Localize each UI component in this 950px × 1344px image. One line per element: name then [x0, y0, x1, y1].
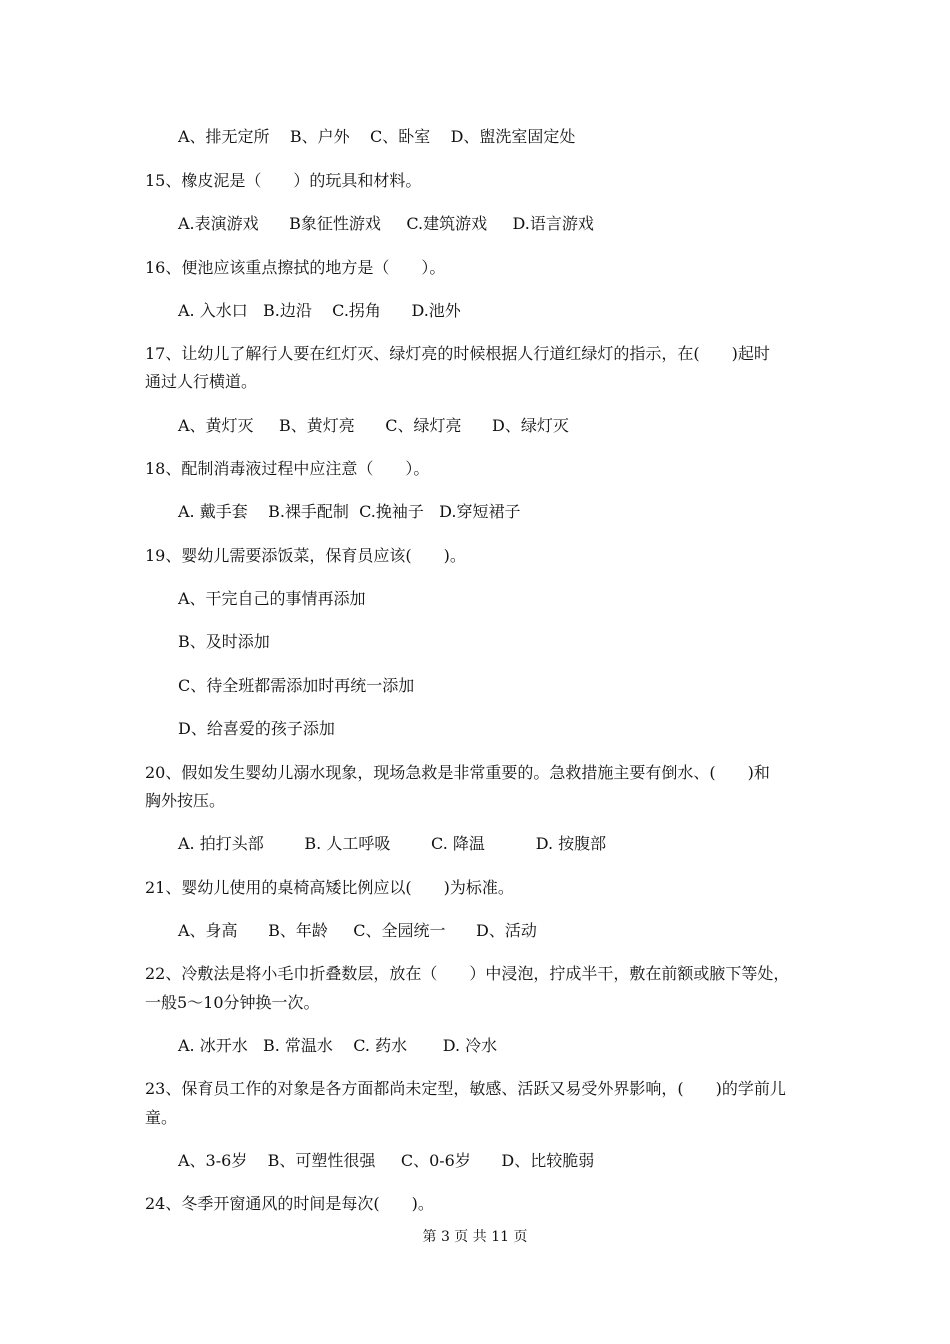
question-line: 15、橡皮泥是（ ）的玩具和材料。: [145, 171, 422, 190]
option-line: B、及时添加: [178, 632, 270, 651]
option-line: A. 冰开水 B. 常温水 C. 药水 D. 冷水: [178, 1036, 498, 1055]
option-line: A.表演游戏 B象征性游戏 C.建筑游戏 D.语言游戏: [178, 214, 594, 233]
question-line: 23、保育员工作的对象是各方面都尚未定型，敏感、活跃又易受外界影响，( )的学前儿: [145, 1079, 786, 1098]
option-line: C、待全班都需添加时再统一添加: [178, 676, 415, 695]
option-line: A. 戴手套 B.裸手配制 C.挽袖子 D.穿短裙子: [178, 502, 521, 521]
question-line: 22、冷敷法是将小毛巾折叠数层，放在（ ）中浸泡，拧成半干，敷在前额或腋下等处，: [145, 964, 790, 983]
page-footer: 第 3 页 共 11 页: [422, 1229, 528, 1245]
option-line: A、干完自己的事情再添加: [178, 589, 366, 608]
question-line: 21、婴幼儿使用的桌椅高矮比例应以( )为标准。: [145, 878, 514, 897]
question-line: 17、让幼儿了解行人要在红灯灭、绿灯亮的时候根据人行道红绿灯的指示，在( )起时: [145, 344, 770, 363]
option-line: A. 入水口 B.边沿 C.拐角 D.池外: [178, 301, 461, 320]
question-line: 19、婴幼儿需要添饭菜，保育员应该( )。: [145, 546, 466, 565]
option-line: A. 拍打头部 B. 人工呼吸 C. 降温 D. 按腹部: [178, 834, 607, 853]
option-line: D、给喜爱的孩子添加: [178, 719, 335, 738]
question-continuation: 通过人行横道。: [145, 372, 258, 391]
option-line: A、3-6岁 B、可塑性很强 C、0-6岁 D、比较脆弱: [178, 1151, 595, 1170]
question-continuation: 一般5～10分钟换一次。: [145, 993, 320, 1012]
option-line: A、排无定所 B、户外 C、卧室 D、盥洗室固定处: [178, 127, 576, 146]
question-line: 18、配制消毒液过程中应注意（ ）。: [145, 459, 430, 478]
option-line: A、身高 B、年龄 C、全园统一 D、活动: [178, 921, 537, 940]
question-line: 20、假如发生婴幼儿溺水现象，现场急救是非常重要的。急救措施主要有倒水、( )和: [145, 763, 770, 782]
question-line: 16、便池应该重点擦拭的地方是（ ）。: [145, 258, 446, 277]
question-continuation: 胸外按压。: [145, 791, 226, 810]
question-line: 24、冬季开窗通风的时间是每次( )。: [145, 1194, 434, 1213]
question-continuation: 童。: [145, 1108, 178, 1127]
option-line: A、黄灯灭 B、黄灯亮 C、绿灯亮 D、绿灯灭: [178, 416, 569, 435]
